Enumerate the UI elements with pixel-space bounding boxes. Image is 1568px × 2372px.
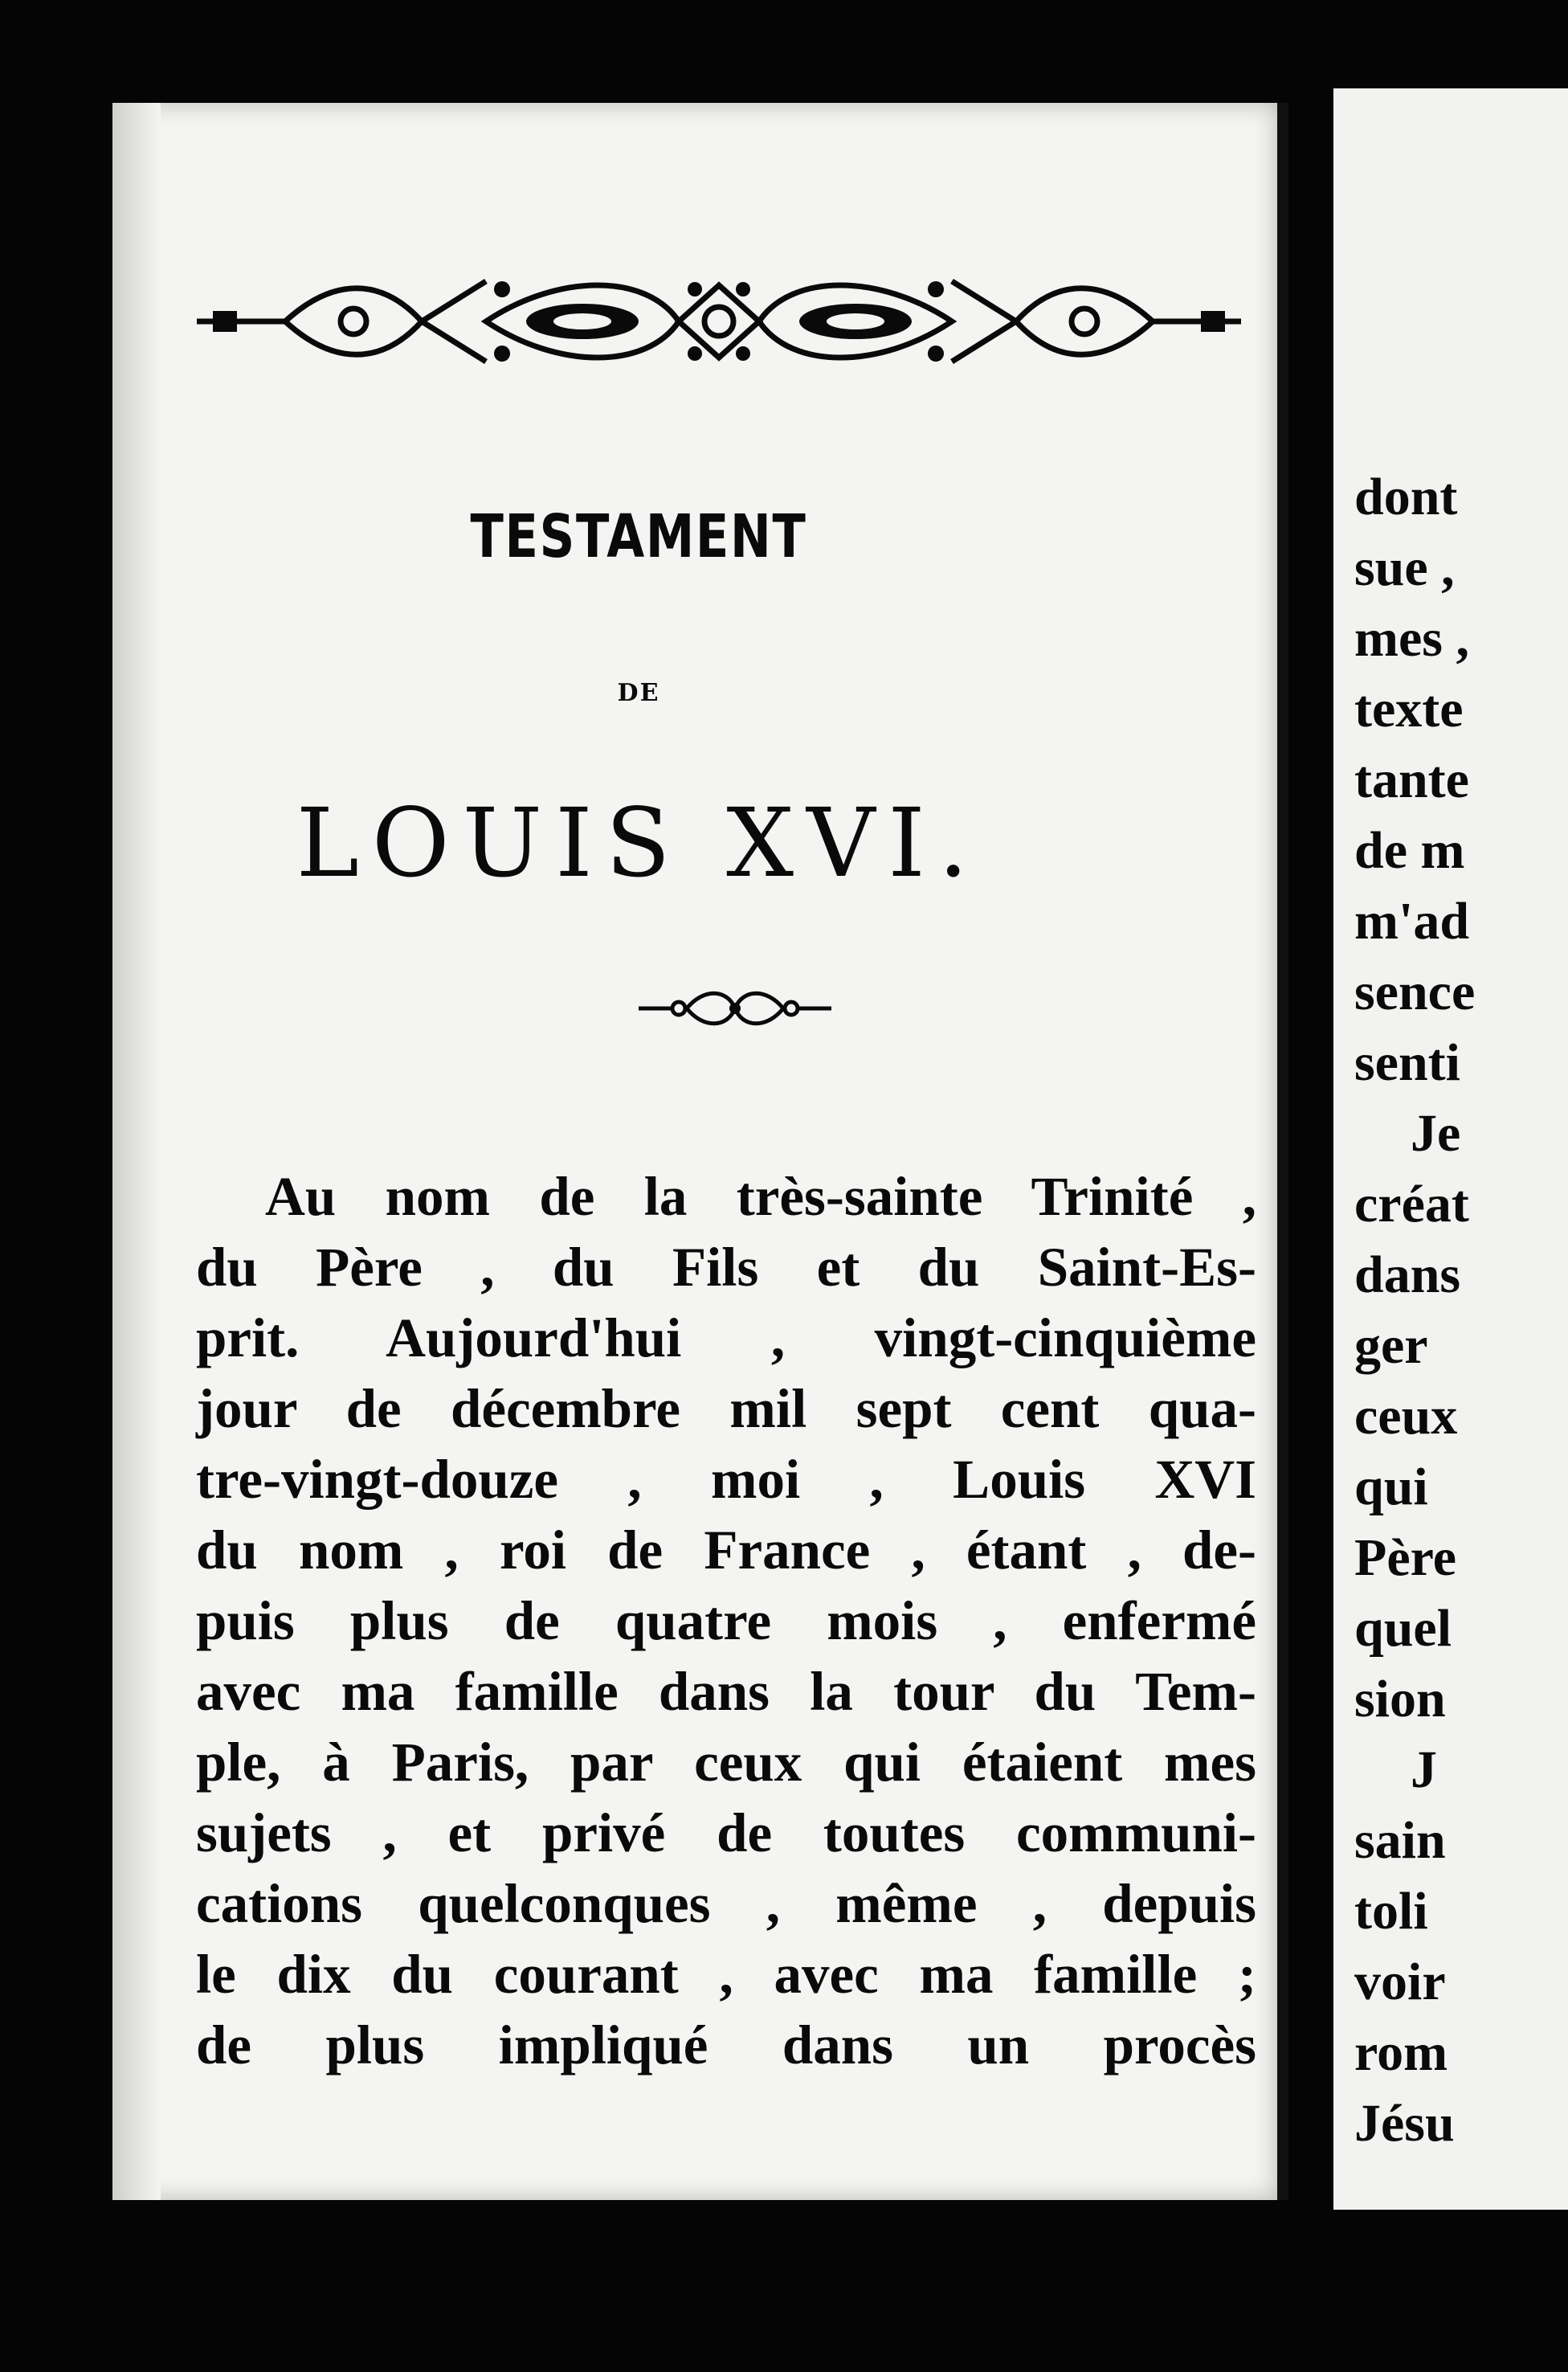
right-line: J — [1411, 1740, 1437, 1799]
body-line: sujets , et privé de toutes communi- — [196, 1802, 1256, 1863]
title-connector: DE — [617, 679, 660, 707]
right-line: sue , — [1354, 538, 1455, 597]
right-line: sain — [1354, 1811, 1446, 1870]
right-line: sion — [1354, 1670, 1446, 1728]
right-page-fragment — [1333, 88, 1568, 2210]
divider-flourish-icon — [639, 984, 831, 1033]
body-line: Au nom de la très-sainte Trinité , — [265, 1166, 1256, 1227]
right-line: sence — [1354, 963, 1476, 1021]
right-line: Père — [1354, 1528, 1457, 1587]
page-title: TESTAMENT — [470, 502, 807, 571]
right-line: de m — [1354, 821, 1465, 880]
body-line: jour de décembre mil sept cent qua- — [196, 1378, 1256, 1439]
right-line: m'ad — [1354, 892, 1470, 951]
right-line: mes , — [1354, 609, 1469, 668]
body-line: du Père , du Fils et du Saint-Es- — [196, 1237, 1256, 1298]
right-line: créat — [1354, 1175, 1469, 1233]
body-line: de plus impliqué dans un procès — [196, 2014, 1256, 2076]
page-subtitle: LOUIS XVI. — [296, 787, 982, 898]
body-line: puis plus de quatre mois , enfermé — [196, 1590, 1256, 1651]
right-line: dont — [1354, 468, 1458, 526]
testament-body — [196, 1161, 1256, 2080]
right-line: rom — [1354, 2023, 1448, 2082]
body-line: le dix du courant , avec ma famille ; — [196, 1944, 1256, 2005]
right-line: quel — [1354, 1599, 1452, 1658]
right-line: ceux — [1354, 1387, 1458, 1446]
body-line: cations quelconques , même , depuis — [196, 1873, 1256, 1934]
body-line: prit. Aujourd'hui , vingt-cinquième — [196, 1307, 1256, 1368]
right-line: toli — [1354, 1882, 1428, 1941]
right-line: Je — [1411, 1104, 1461, 1163]
body-line: avec ma famille dans la tour du Tem- — [196, 1661, 1256, 1722]
body-line: tre-vingt-douze , moi , Louis XVI — [196, 1449, 1256, 1510]
right-line: ger — [1354, 1316, 1428, 1375]
right-line: senti — [1354, 1033, 1460, 1092]
right-line: qui — [1354, 1458, 1428, 1516]
right-page-text — [1354, 462, 1475, 2159]
right-line: voir — [1354, 1953, 1446, 2011]
body-line: du nom , roi de France , étant , de- — [196, 1519, 1256, 1581]
body-line: ple, à Paris, par ceux qui étaient mes — [196, 1732, 1256, 1793]
right-line: texte — [1354, 680, 1464, 738]
right-line: tante — [1354, 750, 1469, 809]
right-line: Jésu — [1354, 2094, 1455, 2153]
ornamental-band-icon — [197, 261, 1241, 382]
right-line: dans — [1354, 1245, 1461, 1304]
